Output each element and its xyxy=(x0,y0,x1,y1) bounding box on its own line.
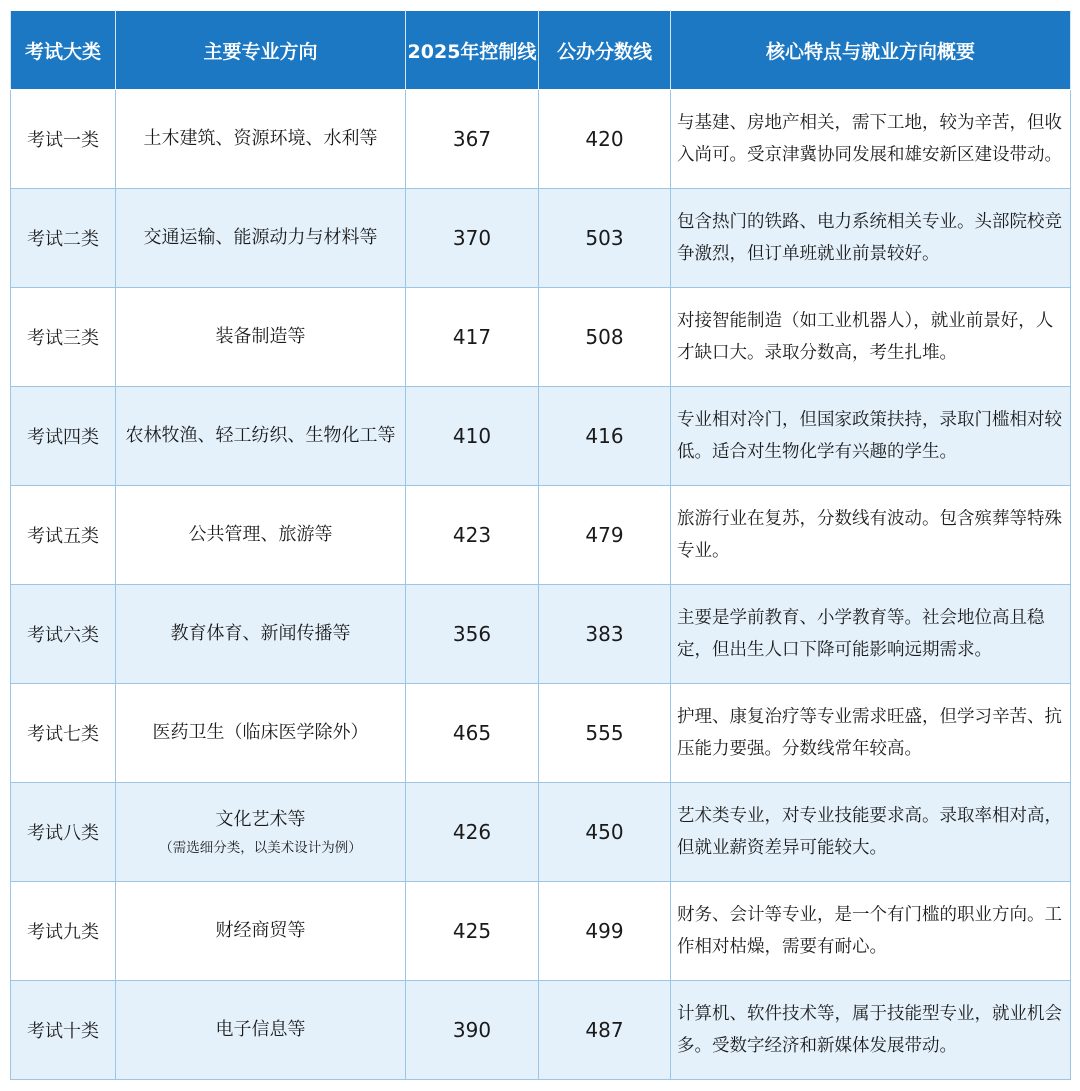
major-text: 公共管理、旅游等 xyxy=(188,524,333,545)
cell-control-line: 370 xyxy=(406,189,539,288)
cell-summary: 主要是学前教育、小学教育等。社会地位高且稳定，但出生人口下降可能影响远期需求。 xyxy=(671,585,1071,684)
cell-category: 考试七类 xyxy=(11,684,116,783)
major-text: 土木建筑、资源环境、水利等 xyxy=(143,128,378,149)
cell-public-line: 499 xyxy=(539,882,671,981)
cell-public-line: 508 xyxy=(539,288,671,387)
score-table xyxy=(10,10,1071,1080)
cell-public-line: 503 xyxy=(539,189,671,288)
major-text: 文化艺术等 xyxy=(215,809,306,830)
cell-category: 考试一类 xyxy=(11,90,116,189)
table-row xyxy=(11,684,1071,783)
cell-control-line: 356 xyxy=(406,585,539,684)
header-major: 主要专业方向 xyxy=(116,11,406,90)
cell-control-line: 465 xyxy=(406,684,539,783)
cell-public-line: 416 xyxy=(539,387,671,486)
major-text: 装备制造等 xyxy=(215,326,306,347)
major-text: 财经商贸等 xyxy=(215,920,306,941)
cell-control-line: 423 xyxy=(406,486,539,585)
table-row xyxy=(11,189,1071,288)
cell-public-line: 383 xyxy=(539,585,671,684)
major-note: （需选细分类，以美术设计为例） xyxy=(159,840,362,856)
header-public-line: 公办分数线 xyxy=(539,11,671,90)
cell-public-line: 450 xyxy=(539,783,671,882)
cell-category: 考试十类 xyxy=(11,981,116,1080)
cell-major xyxy=(116,585,406,684)
header-summary: 核心特点与就业方向概要 xyxy=(671,11,1071,90)
header-control-line: 2025年控制线 xyxy=(406,11,539,90)
cell-summary: 包含热门的铁路、电力系统相关专业。头部院校竞争激烈，但订单班就业前景较好。 xyxy=(671,189,1071,288)
cell-summary: 财务、会计等专业，是一个有门槛的职业方向。工作相对枯燥，需要有耐心。 xyxy=(671,882,1071,981)
header-category: 考试大类 xyxy=(11,11,116,90)
cell-control-line: 426 xyxy=(406,783,539,882)
cell-summary: 旅游行业在复苏，分数线有波动。包含殡葬等特殊专业。 xyxy=(671,486,1071,585)
cell-public-line: 420 xyxy=(539,90,671,189)
cell-public-line: 479 xyxy=(539,486,671,585)
cell-summary: 护理、康复治疗等专业需求旺盛，但学习辛苦、抗压能力要强。分数线常年较高。 xyxy=(671,684,1071,783)
major-text: 农林牧渔、轻工纺织、生物化工等 xyxy=(125,425,396,446)
cell-major xyxy=(116,882,406,981)
cell-control-line: 367 xyxy=(406,90,539,189)
cell-major xyxy=(116,684,406,783)
major-text: 交通运输、能源动力与材料等 xyxy=(143,227,378,248)
cell-category: 考试三类 xyxy=(11,288,116,387)
cell-category: 考试六类 xyxy=(11,585,116,684)
major-text: 医药卫生（临床医学除外） xyxy=(152,722,369,743)
major-text: 电子信息等 xyxy=(215,1019,306,1040)
table-row xyxy=(11,387,1071,486)
cell-summary: 艺术类专业，对专业技能要求高。录取率相对高，但就业薪资差异可能较大。 xyxy=(671,783,1071,882)
score-table-container xyxy=(10,10,1070,1080)
table-row xyxy=(11,783,1071,882)
table-row xyxy=(11,882,1071,981)
table-row xyxy=(11,486,1071,585)
cell-summary: 计算机、软件技术等，属于技能型专业，就业机会多。受数字经济和新媒体发展带动。 xyxy=(671,981,1071,1080)
cell-control-line: 417 xyxy=(406,288,539,387)
cell-category: 考试八类 xyxy=(11,783,116,882)
table-body xyxy=(11,90,1071,1080)
cell-major xyxy=(116,288,406,387)
table-row xyxy=(11,981,1071,1080)
cell-category: 考试二类 xyxy=(11,189,116,288)
cell-public-line: 487 xyxy=(539,981,671,1080)
cell-major xyxy=(116,783,406,882)
cell-major xyxy=(116,387,406,486)
cell-control-line: 410 xyxy=(406,387,539,486)
cell-public-line: 555 xyxy=(539,684,671,783)
table-header xyxy=(11,11,1071,90)
table-row xyxy=(11,288,1071,387)
table-row xyxy=(11,90,1071,189)
cell-major xyxy=(116,90,406,189)
cell-control-line: 425 xyxy=(406,882,539,981)
table-row xyxy=(11,585,1071,684)
cell-summary: 对接智能制造（如工业机器人），就业前景好，人才缺口大。录取分数高，考生扎堆。 xyxy=(671,288,1071,387)
cell-major xyxy=(116,486,406,585)
cell-category: 考试五类 xyxy=(11,486,116,585)
header-row xyxy=(11,11,1071,90)
cell-summary: 与基建、房地产相关，需下工地，较为辛苦，但收入尚可。受京津冀协同发展和雄安新区建设带动。 xyxy=(671,90,1071,189)
cell-major xyxy=(116,189,406,288)
cell-control-line: 390 xyxy=(406,981,539,1080)
cell-category: 考试四类 xyxy=(11,387,116,486)
cell-major xyxy=(116,981,406,1080)
cell-summary: 专业相对冷门，但国家政策扶持，录取门槛相对较低。适合对生物化学有兴趣的学生。 xyxy=(671,387,1071,486)
major-text: 教育体育、新闻传播等 xyxy=(170,623,351,644)
cell-category: 考试九类 xyxy=(11,882,116,981)
